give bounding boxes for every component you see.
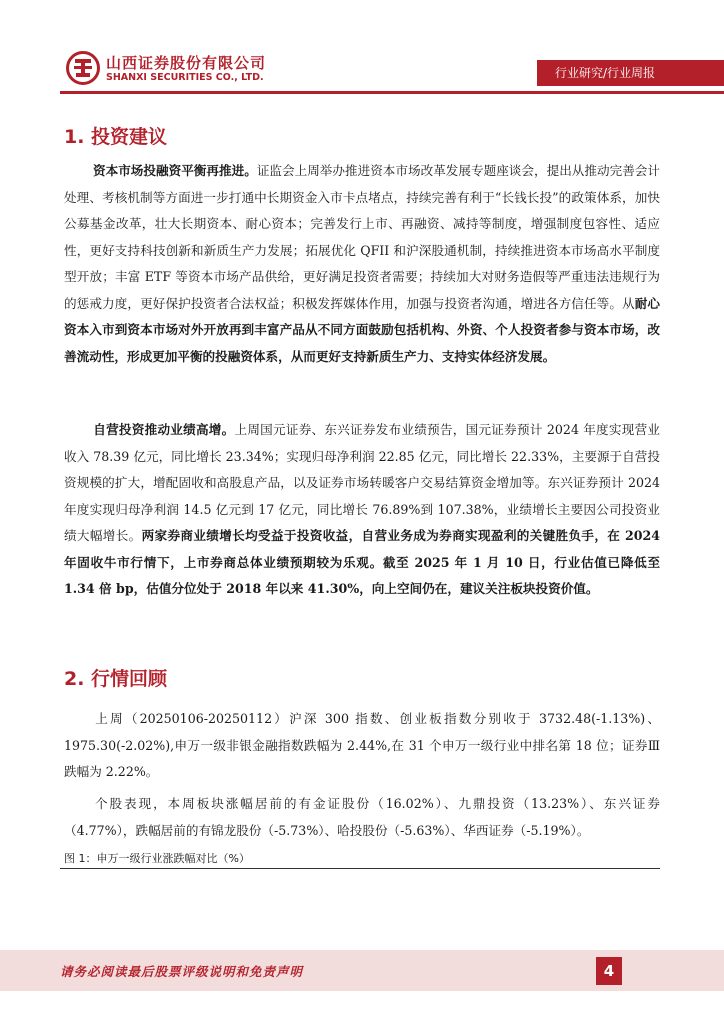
paragraph-conclusion-bold: 两家券商业绩增长均受益于投资收益，自营业务成为券商实现盈利的关键胜负手，在 2024 年固收牛市行情下，上市券商总体业绩预期较为乐观。截至 2025 年 1 月 10 日，行业估值已降低至 1.34 倍 bp，估值分位处于 2018 年以来 41.30%，向上空间仍在，建议关注板块投资价值。 xyxy=(64,528,661,596)
paragraph-body: 上周国元证券、东兴证券发布业绩预告，国元证券预计 2024 年度实现营业收入 78.39 亿元，同比增长 23.34%；实现归母净利润 22.85 亿元，同比增长 22.33%，主要源于自营投资规模的扩大，增配固收和高股息产品，以及证券市场转暖客户交易结算资金增加等。东兴证券预计 2024 年度实现归母净利润 14.5 亿元到 17 亿元，同比增长 76.89%到 107.38%，业绩增长主要因公司投资业绩大幅增长。 xyxy=(64,422,661,543)
report-type-tag: 行业研究/行业周报 xyxy=(537,60,724,86)
paragraph-lead-bold: 自营投资推动业绩高增。 xyxy=(93,422,235,437)
page-number: 4 xyxy=(596,957,622,985)
header-divider xyxy=(60,91,724,94)
paragraph-body: 个股表现，本周板块涨幅居前的有金证股份（16.02%）、九鼎投资（13.23%）、东兴证券（4.77%），跌幅居前的有锦龙股份（-5.73%）、哈投股份（-5.63%）、华西证券（-5.19%）。 xyxy=(64,796,660,838)
section-title-investment-advice: 1. 投资建议 xyxy=(64,126,168,148)
figure-caption: 图 1：申万一级行业涨跌幅对比（%） xyxy=(64,852,250,865)
paragraph-index-review xyxy=(64,706,660,786)
paragraph-conclusion-bold: 耐心资本入市到资本市场对外开放再到丰富产品从不同方面鼓励包括机构、外资、个人投资者参与资本市场，改善流动性，形成更加平衡的投融资体系，从而更好支持新质生产力、支持实体经济发展。 xyxy=(64,295,661,364)
paragraph-body: 证监会上周举办推进资本市场改革发展专题座谈会，提出从推动完善会计处理、考核机制等方面进一步打通中长期资金入市卡点堵点，持续完善有利于“长钱长投”的政策体系，加快公募基金改革，壮大长期资本、耐心资本；完善发行上市、再融资、减持等制度，增强制度包容性、适应性，更好支持科技创新和新质生产力发展；拓展优化 QFII 和沪深股通机制，持续推进资本市场高水平制度型开放；丰富 ETF 等资本市场产品供给，更好满足投资者需要；持续加大对财务造假等严重违法违规行为的惩戒力度，更好保护投资者合法权益；积极发挥媒体作用，加强与投资者沟通，增进各方信任等。从 xyxy=(64,163,661,311)
paragraph-lead-bold: 资本市场投融资平衡再推进。 xyxy=(93,163,257,178)
paragraph-capital-market xyxy=(64,158,660,370)
company-logo-icon xyxy=(66,51,100,85)
footer-disclaimer: 请务必阅读最后股票评级说明和免责声明 xyxy=(60,964,304,979)
page-header xyxy=(0,0,724,96)
paragraph-stock-performance xyxy=(64,791,660,844)
company-name-cn: 山西证券股份有限公司 xyxy=(106,54,267,72)
section-title-market-review: 2. 行情回顾 xyxy=(64,668,168,690)
figure-divider xyxy=(60,868,660,869)
paragraph-body: 上周（20250106-20250112）沪深 300 指数、创业板指数分别收于 3732.48(-1.13%)、1975.30(-2.02%),申万一级非银金融指数跌幅为 2.44%,在 31 个申万一级行业中排名第 18 位；证券Ⅲ跌幅为 2.22%。 xyxy=(64,711,660,779)
paragraph-proprietary-investment xyxy=(64,417,660,603)
company-name-en: SHANXI SECURITIES CO., LTD. xyxy=(106,72,264,83)
